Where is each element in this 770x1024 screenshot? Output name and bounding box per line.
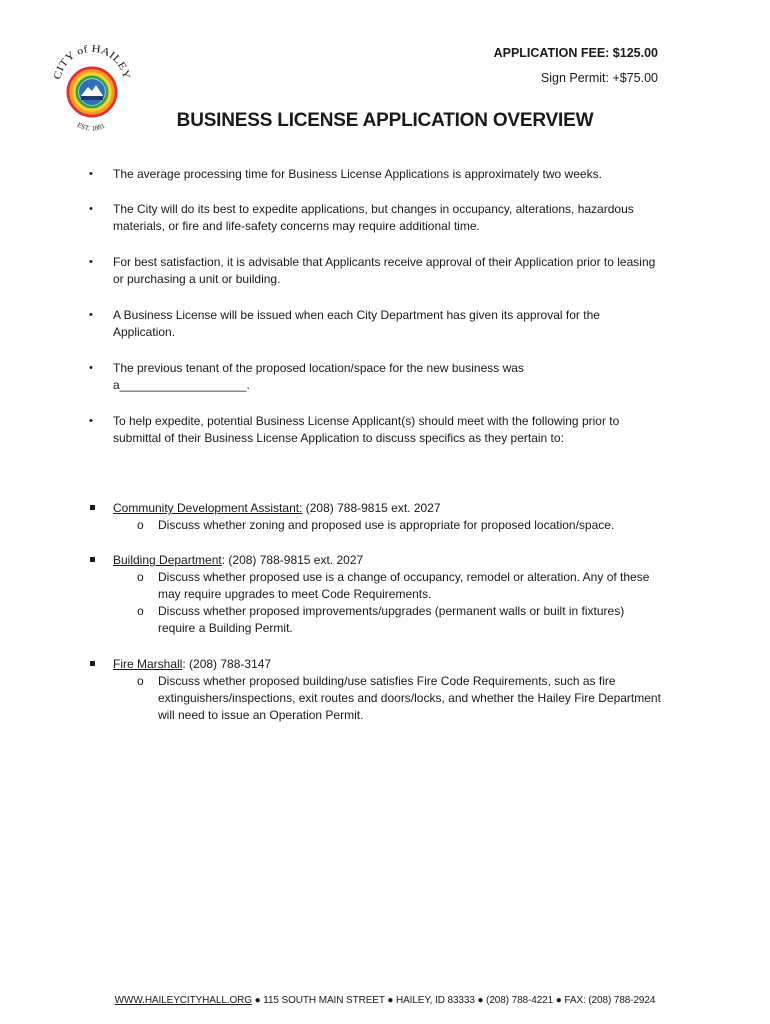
bullet-text: The average processing time for Business License Applications is approximately two weeks. <box>113 167 602 181</box>
svg-text:CITY of HAILEY: CITY of HAILEY <box>52 43 132 81</box>
contact-phone: (208) 788-9815 ext. 2027 <box>302 501 441 515</box>
footer <box>0 995 770 1006</box>
seal-ground <box>81 96 103 100</box>
bullet-item <box>89 360 663 394</box>
square-bullet-icon <box>90 661 95 666</box>
circle-bullet-icon: o <box>137 570 144 584</box>
contact-name: Community Development Assistant: <box>113 501 303 515</box>
bullet-text: The previous tenant of the proposed location/space for the new business was a___________________. <box>113 361 524 392</box>
bullet-item <box>89 413 663 447</box>
contact-phone: : (208) 788-9815 ext. 2027 <box>221 553 364 567</box>
bullet-text: A Business License will be issued when each City Department has given its approval for the Application. <box>113 308 600 339</box>
circle-bullet-icon: o <box>137 604 144 618</box>
bullet-item <box>89 201 663 235</box>
bullet-item <box>89 166 663 183</box>
sign-permit-fee: Sign Permit: +$75.00 <box>540 71 658 85</box>
bullet-icon: • <box>89 203 93 215</box>
website-link[interactable]: WWW.HAILEYCITYHALL.ORG <box>114 995 252 1006</box>
bullet-icon: • <box>89 168 93 180</box>
bullet-icon: • <box>89 415 93 427</box>
contact-fire-marshall <box>113 656 663 724</box>
sub-item <box>113 673 663 724</box>
sub-item <box>113 569 663 603</box>
square-bullet-icon <box>90 557 95 562</box>
contact-community-development <box>113 500 663 534</box>
page-title: BUSINESS LICENSE APPLICATION OVERVIEW <box>176 110 594 131</box>
square-bullet-icon <box>90 505 95 510</box>
svg-text:EST. 1881: EST. 1881 <box>75 120 107 133</box>
application-fee: APPLICATION FEE: $125.00 <box>493 46 658 60</box>
bullet-item <box>89 307 663 341</box>
contact-phone: : (208) 788-3147 <box>182 657 272 671</box>
contact-name: Building Department <box>113 553 222 567</box>
bullet-item <box>89 254 663 288</box>
contact-name: Fire Marshall <box>113 657 183 671</box>
bullet-icon: • <box>89 309 93 321</box>
bullet-text: The City will do its best to expedite applications, but changes in occupancy, alterations, hazardous materials, or fire and life-safety concerns may require additional time. <box>113 202 634 233</box>
sub-item <box>113 517 663 534</box>
footer-address: ● 115 SOUTH MAIN STREET ● HAILEY, ID 83333 ● (208) 788-4221 ● FAX: (208) 788-2924 <box>251 995 656 1006</box>
bullet-text: To help expedite, potential Business License Applicant(s) should meet with the following prior to submittal of their Business License Application to discuss specifics as they pertain to: <box>113 414 620 445</box>
sub-item-text: Discuss whether proposed use is a change of occupancy, remodel or alteration. Any of these may require upgrades to meet Code Requirements. <box>158 570 650 601</box>
contact-building-department <box>113 552 663 637</box>
sub-item <box>113 603 663 637</box>
fee-block <box>494 45 658 86</box>
sub-item-text: Discuss whether zoning and proposed use is appropriate for proposed location/space. <box>158 518 615 532</box>
circle-bullet-icon: o <box>137 518 144 532</box>
bullet-text: For best satisfaction, it is advisable that Applicants receive approval of their Application prior to leasing or purchasing a unit or building. <box>113 255 656 286</box>
bullet-icon: • <box>89 362 93 374</box>
bullet-icon: • <box>89 256 93 268</box>
sub-item-text: Discuss whether proposed improvements/upgrades (permanent walls or built in fixtures) require a Building Permit. <box>158 604 625 635</box>
circle-bullet-icon: o <box>137 674 144 688</box>
sub-item-text: Discuss whether proposed building/use satisfies Fire Code Requirements, such as fire extinguishers/inspections, exit routes and doors/locks, and whether the Hailey Fire Department will need to issue an Operation Permit. <box>158 674 661 722</box>
